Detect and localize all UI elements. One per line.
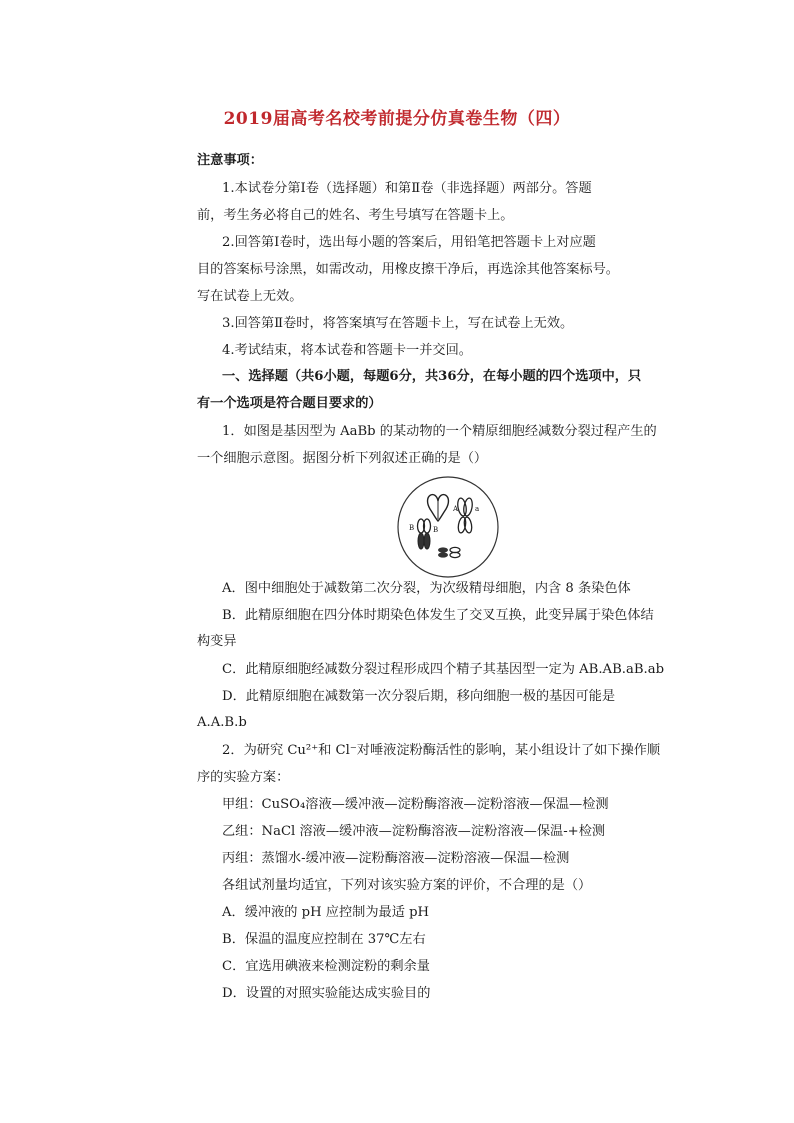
q2-option-b: B．保温的温度应控制在 37℃左右 [222,932,426,947]
section-1-header-line-1: 一、选择题（共6小题，每题6分，共36分，在每小题的四个选项中，只 [222,369,642,384]
q2-option-d: D．设置的对照实验能达成实验目的 [222,986,431,1001]
q2-group-3: 丙组：蒸馏水-缓冲液—淀粉酶溶液—淀粉溶液—保温—检测 [222,851,570,866]
q1-option-c: C．此精原细胞经减数分裂过程形成四个精子其基因型一定为 AB.AB.aB.ab [222,662,665,677]
notes-item-1-line-1: 1.本试卷分第Ⅰ卷（选择题）和第Ⅱ卷（非选择题）两部分。答题 [222,181,592,196]
q2-option-c: C．宜选用碘液来检测淀粉的剩余量 [222,959,430,974]
q2-stem-line-1: 2．为研究 Cu²⁺和 Cl⁻对唾液淀粉酶活性的影响，某小组设计了如下操作顺 [222,743,661,758]
label-B-left: B [409,524,415,532]
notes-heading: 注意事项： [197,153,263,168]
notes-item-1-line-2: 前，考生务必将自己的姓名、考生号填写在答题卡上。 [197,208,514,223]
q1-option-d-line-2: A.A.B.b [197,715,247,730]
notes-item-2-line-3: 写在试卷上无效。 [197,289,303,304]
q2-stem-line-3: 各组试剂量均适宜，下列对该实验方案的评价，不合理的是（） [222,878,592,893]
q1-option-d-line-1: D．此精原细胞在减数第一次分裂后期，移向细胞一极的基因可能是 [222,689,616,704]
notes-item-3: 3.回答第Ⅱ卷时，将答案填写在答题卡上，写在试卷上无效。 [222,316,574,331]
notes-item-2-line-1: 2.回答第Ⅰ卷时，选出每小题的答案后，用铅笔把答题卡上对应题 [222,235,596,250]
q1-option-b-line-2: 构变异 [197,634,237,649]
label-B-right: B [433,526,439,534]
cell-diagram [396,475,500,579]
notes-item-4: 4.考试结束，将本试卷和答题卡一并交回。 [222,343,472,358]
q1-option-b-line-1: B．此精原细胞在四分体时期染色体发生了交叉互换，此变异属于染色体结 [222,608,654,623]
q2-group-2: 乙组：NaCl 溶液—缓冲液—淀粉酶溶液—淀粉溶液—保温-+检测 [222,824,606,839]
label-a: a [475,505,480,513]
q2-option-a: A．缓冲液的 pH 应控制为最适 pH [222,905,430,920]
label-A: A [453,505,459,513]
section-1-header-line-2: 有一个选项是符合题目要求的） [197,396,382,411]
notes-item-2-line-2: 目的答案标号涂黑，如需改动，用橡皮擦干净后，再选涂其他答案标号。 [197,262,619,277]
q1-stem-line-1: 1．如图是基因型为 AaBb 的某动物的一个精原细胞经减数分裂过程产生的 [222,424,657,439]
q1-stem-line-2: 一个细胞示意图。据图分析下列叙述正确的是（） [197,451,488,466]
q1-option-a: A．图中细胞处于减数第二次分裂，为次级精母细胞，内含 8 条染色体 [222,581,631,596]
q2-group-1: 甲组：CuSO₄溶液—缓冲液—淀粉酶溶液—淀粉溶液—保温—检测 [222,797,609,812]
q2-stem-line-2: 序的实验方案： [197,770,290,785]
page-title: 2019届高考名校考前提分仿真卷生物（四） [223,109,571,129]
